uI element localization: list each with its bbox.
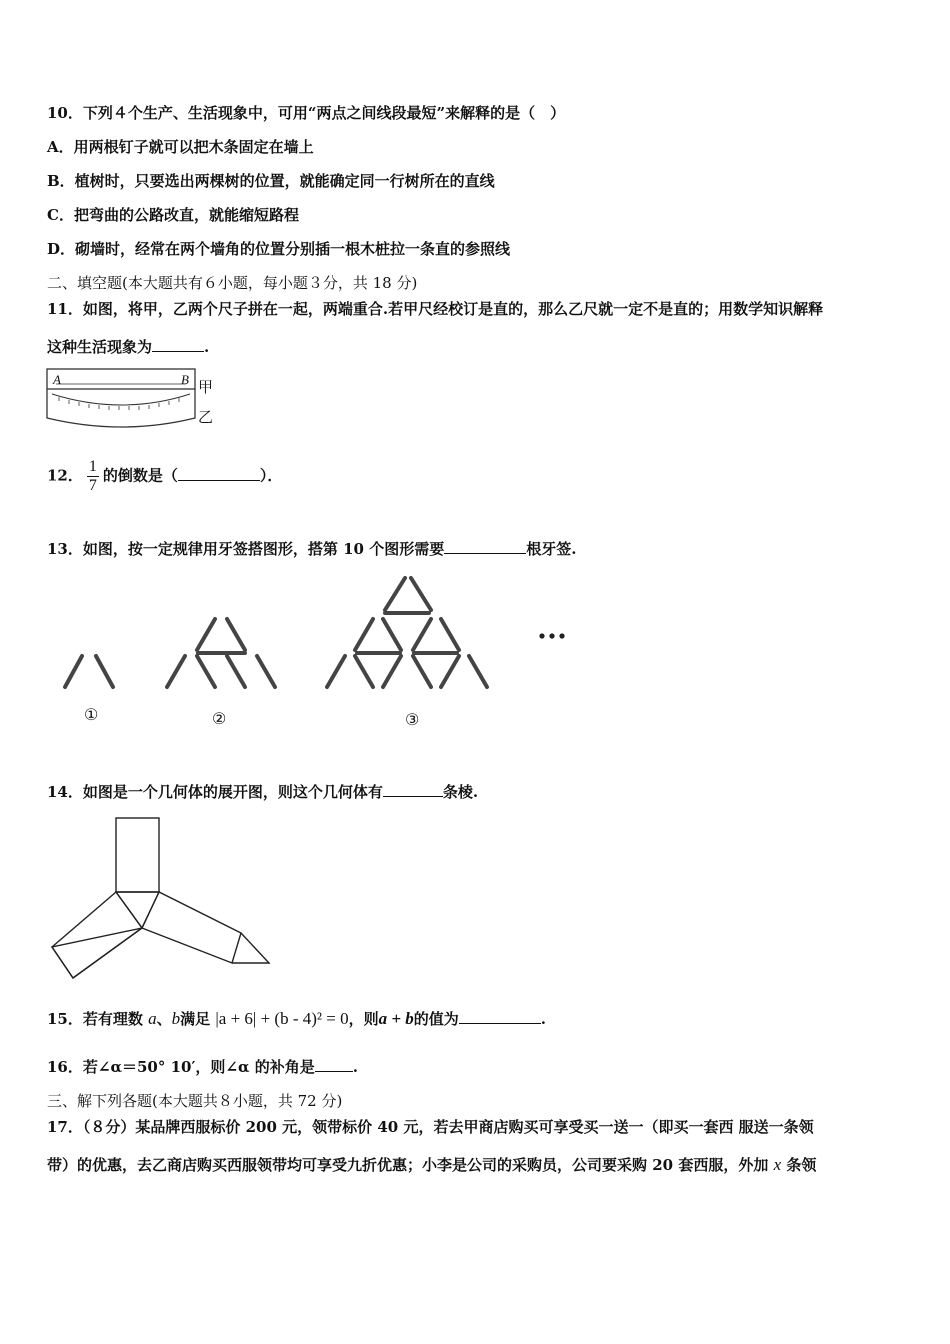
ruler-jia-label: 甲 — [198, 380, 214, 396]
q15-end2: 的值为 — [413, 1010, 459, 1028]
q12-end: ）． — [259, 466, 283, 485]
q12-num: 12． — [47, 466, 83, 485]
q12-answer-blank — [178, 479, 260, 481]
q12-line — [47, 458, 282, 495]
var-a: a — [148, 1009, 157, 1028]
q12-text: 的倒数是（ — [102, 466, 178, 485]
q14-text: 14．如图是一个几何体的展开图，则这个几何体有 — [47, 783, 383, 801]
figure-label-2: ② — [212, 711, 227, 728]
q11-line2 — [47, 336, 209, 357]
ruler-yi — [47, 389, 195, 427]
q16-end: . — [352, 1058, 358, 1076]
q14-line — [47, 781, 478, 802]
point-a-label: A — [53, 372, 61, 387]
ruler-jia — [47, 369, 195, 389]
q11-line1: 11．如图，将甲，乙两个尺子拼在一起，两端重合.若甲尺经校订是直的，那么乙尺就一定不是直的；用数学知识解释 — [47, 300, 824, 318]
q13-answer-blank — [444, 552, 526, 554]
q15-after: ，则 — [348, 1010, 379, 1028]
fraction-denominator: 7 — [88, 477, 97, 494]
figure-label-1: ① — [84, 707, 99, 724]
fraction-numerator: 1 — [88, 458, 97, 475]
q15-line — [47, 1008, 546, 1029]
continuation-dots — [539, 633, 564, 638]
figure-label-3: ③ — [405, 712, 420, 729]
q10-option-c: C．把弯曲的公路改直，就能缩短路程 — [47, 206, 299, 224]
var-b: b — [171, 1009, 181, 1028]
q13-end: 根牙签. — [526, 540, 577, 558]
q10-option-a: A．用两根钉子就可以把木条固定在墙上 — [47, 138, 314, 156]
q16-text: 16．若∠α＝50° 10′，则∠α 的补角是 — [47, 1058, 315, 1076]
section3-title: 三、解下列各题(本大题共８小题，共 72 分) — [47, 1092, 343, 1110]
q15-end: . — [540, 1010, 547, 1028]
q15-answer-blank — [459, 1022, 541, 1024]
q15-sep: 、 — [156, 1010, 172, 1028]
q11-end: . — [204, 338, 210, 356]
q11-answer-blank — [152, 350, 204, 352]
q16-answer-blank — [315, 1070, 353, 1072]
condition-formula: |a + 6| + (b - 4)² = 0 — [215, 1009, 349, 1028]
toothpick-figure — [55, 570, 585, 695]
ruler-figure — [44, 366, 224, 428]
fraction-one-seventh — [87, 458, 99, 495]
q10-option-d: D．砌墙时，经常在两个墙角的位置分别插一根木桩拉一条直的参照线 — [47, 240, 511, 258]
q15-num: 15．若有理数 — [47, 1010, 143, 1028]
q13-text: 13．如图，按一定规律用牙签搭图形，搭第 10 个图形需要 — [47, 540, 445, 558]
q17-line2-end: 条领 — [786, 1156, 817, 1174]
prism-net-figure — [45, 815, 275, 980]
ruler-yi-label: 乙 — [198, 410, 214, 426]
q17-line1: 17．（８分）某品牌西服标价 200 元，领带标价 40 元，若去甲商店购买可享受买一送一（即买一套西 服送一条领 — [47, 1118, 814, 1136]
point-b-label: B — [181, 372, 189, 387]
q14-end: 条棱. — [442, 783, 479, 801]
q10-option-b: B．植树时，只要选出两棵树的位置，就能确定同一行树所在的直线 — [47, 172, 495, 190]
var-x: x — [773, 1155, 782, 1174]
q14-answer-blank — [383, 795, 443, 797]
q11-line2-text: 这种生活现象为 — [47, 338, 153, 356]
q13-line — [47, 538, 576, 559]
q17-line2-text: 带）的优惠，去乙商店购买西服领带均可享受九折优惠；小李是公司的采购员，公司要采购 20 套西服，外加 — [47, 1156, 769, 1174]
q10-stem: 10．下列４个生产、生活现象中，可用“两点之间线段最短”来解释的是（ ） — [47, 104, 566, 122]
expr-a-plus-b: a + b — [378, 1009, 414, 1028]
q15-mid: 满足 — [180, 1010, 211, 1028]
q17-line2 — [47, 1154, 816, 1175]
section2-title: 二、填空题(本大题共有６小题，每小题３分，共 18 分) — [47, 274, 418, 292]
q16-line — [47, 1056, 358, 1077]
